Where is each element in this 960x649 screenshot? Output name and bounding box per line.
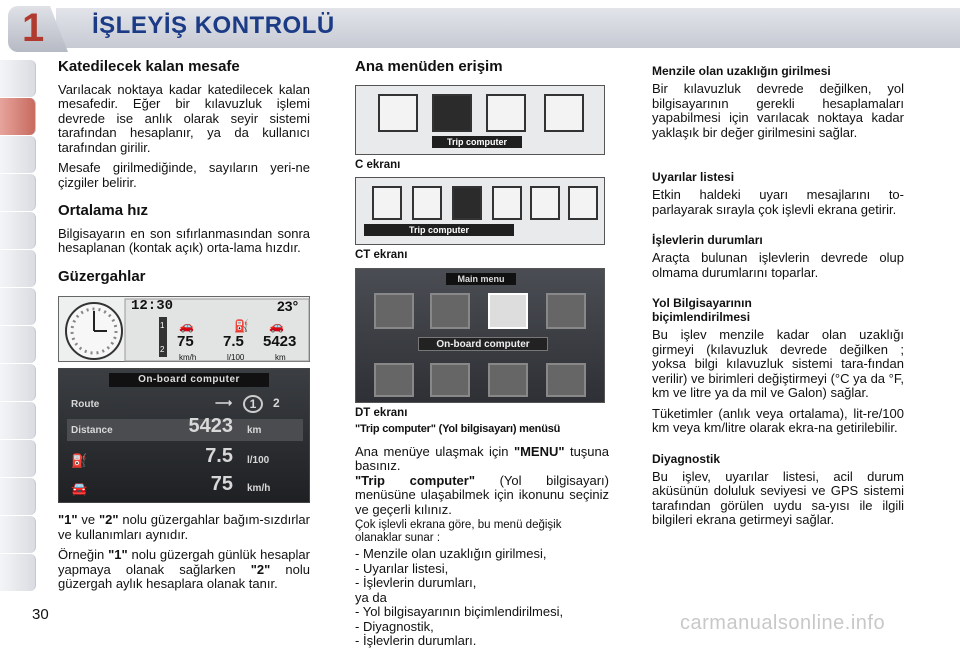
paragraph-menu-key [355, 445, 609, 474]
obc-consumption-row [67, 445, 303, 471]
chapter-number: 1 [22, 6, 45, 50]
distance-label: Distance [71, 425, 113, 436]
side-tab[interactable] [0, 174, 36, 211]
trip-computer-icon [488, 293, 528, 329]
side-tab[interactable] [0, 478, 36, 515]
trip-2-indicator: 2 [160, 345, 165, 354]
side-tab[interactable] [0, 364, 36, 401]
on-board-computer-screen [58, 368, 310, 503]
page-title: İŞLEYİŞ KONTROLÜ [92, 12, 335, 39]
section-title-remaining-distance: Katedilecek kalan mesafe [58, 58, 240, 75]
paragraph: Varılacak noktaya kadar katedilecek kalan mesafedir. Eğer bir kılavuzluk işlemi devrede ise anlık olarak seyir sistemi tarafından hesaplanır, ya da kullanıcı tarafından girilir. [58, 81, 310, 155]
or-text: ya da [355, 589, 387, 605]
side-tab[interactable] [0, 288, 36, 325]
list-item: - Yol bilgisayarının biçimlendirilmesi, [355, 605, 609, 620]
paragraph: Araçta bulunan işlevlerin devrede olup olmama durumlarını toparlar. [652, 250, 904, 280]
obc-route-row [67, 393, 303, 415]
trip-computer-icon [432, 94, 472, 132]
side-tab[interactable] [0, 250, 36, 287]
route-1: 1 [243, 395, 263, 413]
speed-unit: km/h [247, 483, 271, 494]
settings-icon [546, 293, 586, 329]
paragraph: Bu işlev menzile kadar olan uzaklığı girmeyi (kılavuzluk devrede değilken ; yoksa bilgi kılavuzluk sistemi tara-fından verilir) ve birimleri değiştirmeyi (°C ya da °F, km ve litre ya da mil ve Galon) sağlar. [652, 327, 904, 400]
distance-value: 5423 [263, 333, 297, 350]
side-tab-active[interactable] [0, 98, 36, 135]
fuel-icon: ⛽ [234, 319, 249, 333]
text: Örneğin [58, 547, 109, 562]
trip-computer-label: "Trip computer" [355, 472, 475, 488]
options-icon [568, 186, 598, 220]
consumption-unit: l/100 [227, 353, 245, 362]
clock-time: 12:30 [131, 298, 174, 314]
trip-1-indicator: 1 [160, 321, 165, 330]
side-tab[interactable] [0, 326, 36, 363]
paragraph: Etkin haldeki uyarı mesajlarını to-parlayarak sırayla çok işlevli ekrana getirir. [652, 187, 904, 217]
column-middle [355, 60, 609, 649]
paragraph: Tüketimler (anlık veya ortalama), lit-re/100 km veya km/litre olarak ekra-na getirilebilir. [652, 405, 904, 435]
route-ref-2: "2" [250, 561, 271, 577]
route-arrow-icon: ⟶ [215, 396, 233, 410]
section-title-average-speed: Ortalama hız [58, 202, 149, 219]
consumption-value: 7.5 [223, 333, 244, 350]
avg-speed-unit: km/h [179, 353, 197, 362]
heading-computer-config: Yol Bilgisayarının biçimlendirilmesi [652, 296, 752, 324]
text: ve [77, 512, 99, 527]
side-tab[interactable] [0, 60, 36, 97]
speed-value: 75 [210, 473, 233, 495]
side-tab[interactable] [0, 516, 36, 553]
heading-diagnostics: Diyagnostik [652, 451, 721, 466]
screen-c-caption: C ekranı [355, 158, 401, 171]
distance-unit: km [275, 353, 286, 362]
options-list-a [355, 547, 609, 591]
side-tab[interactable] [0, 402, 36, 439]
obc-speed-row [67, 473, 303, 499]
side-tab[interactable] [0, 440, 36, 477]
obc-title: On-board computer [109, 373, 269, 387]
obc-distance-row [67, 415, 303, 441]
side-tabs [0, 60, 40, 592]
paragraph: Bu işlev, uyarılar listesi, acil durum aküsünün doluluk seviyesi ve GPS sistemi tarafından görülen uydu sa-yısı ile ilgili bilgileri ekrana getirmeyi sağlar. [652, 468, 904, 527]
paragraph-example [58, 548, 310, 592]
paragraph-trip-computer [355, 474, 609, 518]
navigation-icon [372, 186, 402, 220]
phone-icon [544, 94, 584, 132]
options-icon [430, 363, 470, 397]
car-icon: 🚘 [71, 481, 88, 496]
text: tuşuna basınız. [355, 443, 609, 473]
paragraph-options: Çok işlevli ekrana göre, bu menü değişik olanaklar sunar : [355, 519, 562, 544]
list-item: - Uyarılar listesi, [355, 562, 609, 577]
navigation-icon [378, 94, 418, 132]
list-item: - İşlevlerin durumları. [355, 634, 609, 649]
section-title-routes: Güzergahlar [58, 267, 146, 285]
paragraph-routes [58, 513, 310, 542]
paragraph: Bilgisayarın en son sıfırlanmasından sonra hesaplanan (kontak açık) orta-lama hızdır. [58, 225, 310, 255]
column-left [58, 60, 310, 598]
screen-c-banner: Trip computer [432, 136, 522, 148]
consumption-value: 7.5 [205, 445, 233, 467]
screen-ct [355, 177, 605, 245]
navigation-icon [374, 293, 414, 329]
heading-range-entry: Menzile olan uzaklığın girilmesi [652, 64, 831, 78]
section-title-main-menu-access: Ana menüden erişim [355, 58, 503, 75]
page-header [0, 0, 960, 56]
side-tab[interactable] [0, 136, 36, 173]
settings-icon [486, 94, 526, 132]
route-label: Route [71, 399, 100, 410]
trip-computer-icon [452, 186, 482, 220]
heading-alerts-list: Uyarılar listesi [652, 170, 735, 184]
column-right [652, 60, 904, 534]
screen-c [355, 85, 605, 155]
text: nolu güzergahlar bağım-sızdırlar ve kullanımları aynıdır. [58, 512, 310, 542]
heading-function-status: İşlevlerin durumları [652, 233, 763, 247]
text: Ana menüye ulaşmak için [355, 443, 514, 459]
route-ref-1: "1" [108, 547, 128, 562]
trip-computer-menu-caption: "Trip computer" (Yol bilgisayarı) menüsü [355, 423, 561, 435]
route-ref-2: "2" [98, 512, 119, 527]
map-icon [488, 363, 528, 397]
phone-icon [374, 363, 414, 397]
consumption-unit: l/100 [247, 455, 270, 466]
screen-dt-caption: DT ekranı [355, 406, 408, 419]
screen-ct-banner: Trip computer [364, 224, 514, 236]
dt-main-menu-title: Main menu [446, 273, 516, 285]
video-icon [546, 363, 586, 397]
side-tab[interactable] [0, 212, 36, 249]
paragraph: Mesafe girilmediğinde, sayıların yeri-ne çizgiler belirir. [58, 160, 310, 190]
list-item: - Menzile olan uzaklığın girilmesi, [355, 547, 609, 562]
options-list-b [355, 605, 609, 649]
screen-ct-caption: CT ekranı [355, 249, 408, 261]
dt-banner: On-board computer [418, 337, 548, 351]
distance-unit: km [247, 425, 262, 436]
page-number: 30 [32, 606, 49, 623]
list-item: - Diyagnostik, [355, 620, 609, 635]
watermark: carmanualsonline.info [680, 612, 886, 634]
screen-dt [355, 268, 605, 403]
text: nolu güzergah günlük hesaplar yapmaya olanak sağlarken [58, 547, 310, 577]
route-2: 2 [273, 396, 280, 410]
avg-speed-value: 75 [177, 333, 194, 350]
list-item: - İşlevlerin durumları, [355, 576, 609, 591]
settings-icon [492, 186, 522, 220]
paragraph: Bir kılavuzluk devrede değilken, yol bilgisayarının gerekli hesaplamaları yapabilmesi için varılacak noktaya kadar yaklaşık bir değer girilmesini sağlar. [652, 81, 904, 140]
route-ref-1: "1" [58, 512, 78, 527]
trip-display-screen [58, 296, 310, 362]
text: (Yol bilgisayarı) menüsüne ulaşabilmek için ikonunu seçiniz ve geçerli kılınız. [355, 472, 609, 517]
audio-icon [412, 186, 442, 220]
audio-icon [430, 293, 470, 329]
text: nolu güzergah aylık hesaplara olanak tanır. [58, 561, 310, 591]
side-tab[interactable] [0, 554, 36, 591]
car-speed-icon: 🚗 [179, 319, 194, 333]
car-range-icon: 🚗 [269, 319, 284, 333]
menu-key-label: "MENU" [513, 443, 565, 459]
distance-value: 5423 [188, 415, 233, 437]
fuel-pump-icon: ⛽ [71, 453, 88, 468]
outside-temperature: 23° [277, 298, 299, 314]
phone-icon [530, 186, 560, 220]
